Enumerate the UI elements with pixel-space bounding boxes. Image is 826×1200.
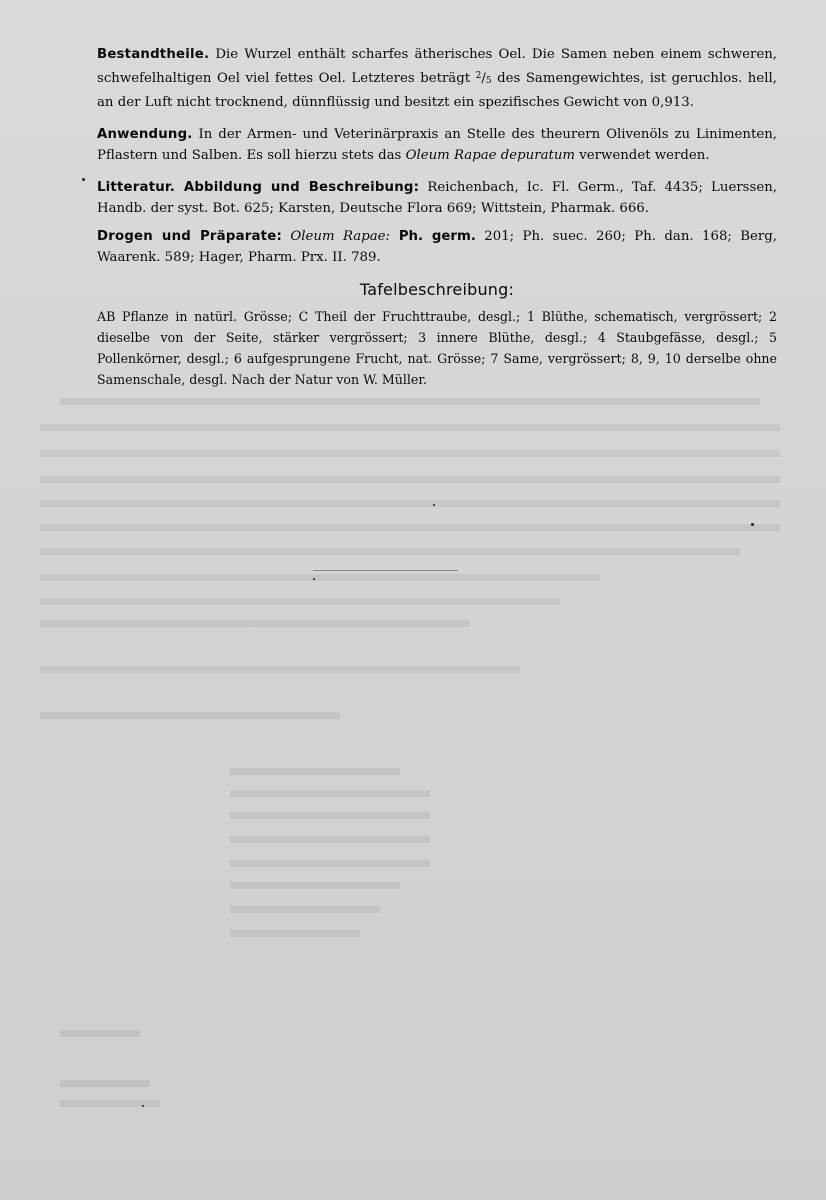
section-label: Bestandtheile. bbox=[97, 47, 210, 62]
paragraph-litteratur bbox=[97, 177, 777, 220]
tafel-heading: Tafelbeschreibung: bbox=[359, 279, 515, 299]
fraction-numerator: 2 bbox=[475, 70, 482, 81]
section-label: Drogen und Präparate: bbox=[97, 228, 282, 244]
paragraph-emphasis: Oleum Rapae depuratum bbox=[405, 148, 576, 163]
speck bbox=[82, 178, 85, 181]
paragraph-bestandtheile: Bestandtheile. Die Wurzel enthält scharfes ätherisches Oel. Die Samen neben einem schweren, schwefelhaltigen Oel viel fettes Oel. Letzteres beträgt $^2$/5 des Samengewichtes, ist geruchlos. hell, an der Luft nicht trocknend, dünnflüssig und besitzt ein spezifisches Gewicht von 0,913. bbox=[97, 47, 777, 110]
paragraph-drogen bbox=[97, 226, 777, 269]
paragraph-emphasis: Oleum Rapae: bbox=[281, 228, 391, 244]
paragraph-text: Die Wurzel enthält scharfes ätherisches Oel. Die Samen neben einem schweren, schwefelhaltigen Oel viel fettes Oel. Letzteres beträgt bbox=[97, 47, 777, 86]
speck bbox=[313, 578, 315, 580]
paragraph-text: In der Armen- und Veterinärpraxis an Stelle des theurern Olivenöls zu Linimenten, Pflastern und Salben. Es soll hierzu stets das bbox=[97, 126, 777, 163]
paragraph-text: 201; Ph. suec. 260; Ph. dan. 168; Berg, Waarenk. 589; Hager, Pharm. Prx. II. 789. bbox=[97, 228, 778, 265]
paragraph-text: Reichenbach, Ic. Fl. Germ., Taf. 4435; Luerssen, Handb. der syst. Bot. 625; Karsten, Deutsche Flora 669; Wittstein, Pharmak. 666. bbox=[97, 179, 777, 216]
paragraph-text: des Samengewichtes, ist geruchlos. hell, an der Luft nicht trocknend, dünnflüssig und besitzt ein spezifisches Gewicht von 0,913. bbox=[97, 70, 777, 110]
paragraph-text: verwendet werden. bbox=[575, 148, 710, 163]
section-label: Anwendung. bbox=[97, 126, 193, 142]
tafel-description: AB Pflanze in natürl. Grösse; C Theil der Fruchttraube, desgl.; 1 Blüthe, schematisch, vergrössert; 2 dieselbe von der Seite, stärker vergrössert; 3 innere Blüthe, desgl.; 4 Staubgefässe, desgl.; 5 Pollenkörner, desgl.; 6 aufgesprungene Frucht, nat. Grösse; 7 Same, vergrössert; 8, 9, 10 derselbe ohne Samenschale, desgl. Nach der Natur von W. Müller. bbox=[97, 309, 777, 387]
document-body bbox=[97, 44, 777, 390]
paragraph-bold: Ph. germ. bbox=[390, 228, 476, 244]
fraction-denominator: 5 bbox=[485, 75, 492, 86]
separator-rule bbox=[313, 570, 458, 571]
paragraph-anwendung bbox=[97, 124, 777, 167]
speck bbox=[142, 1105, 144, 1107]
speck bbox=[751, 523, 754, 526]
speck bbox=[433, 504, 435, 506]
section-label: Litteratur. Abbildung und Beschreibung: bbox=[97, 179, 420, 195]
